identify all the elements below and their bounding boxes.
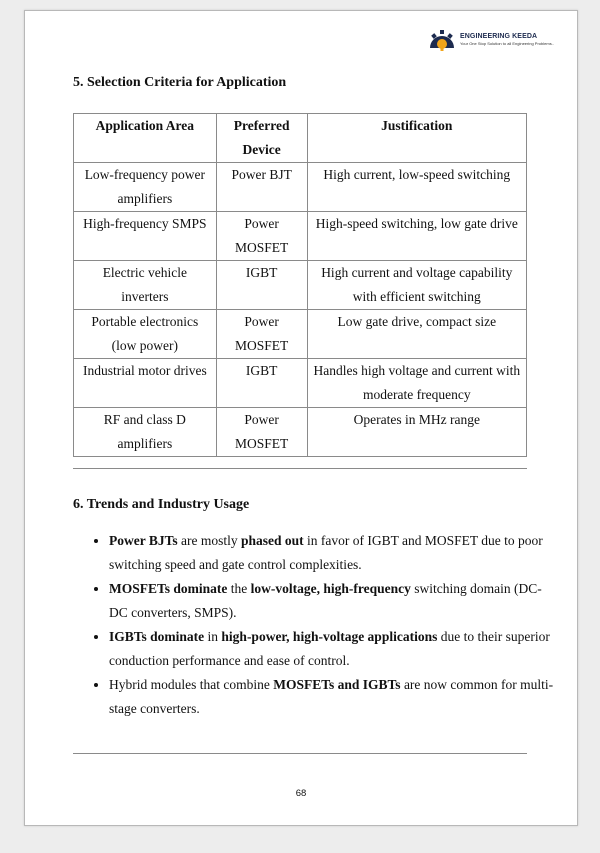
list-item: • Power BJTs are mostly phased out in favor of IGBT and MOSFET due to poor switching speed and gate control complexities. <box>109 529 557 577</box>
header-preferred-device: Preferred Device <box>216 114 307 163</box>
cell-justification: High-speed switching, low gate drive <box>307 212 526 261</box>
cell-application: High-frequency SMPS <box>74 212 217 261</box>
table-header-row <box>74 114 527 163</box>
header-application-area: Application Area <box>74 114 217 163</box>
cell-justification: High current, low-speed switching <box>307 163 526 212</box>
cell-application: Low-frequency power amplifiers <box>74 163 217 212</box>
table-row <box>74 163 527 212</box>
cell-device: Power BJT <box>216 163 307 212</box>
header-justification: Justification <box>307 114 526 163</box>
section-divider <box>73 468 527 469</box>
cell-application: Portable electronics (low power) <box>74 310 217 359</box>
cell-application: RF and class D amplifiers <box>74 408 217 457</box>
section-5-heading: 5. Selection Criteria for Application <box>73 75 287 90</box>
cell-application: Industrial motor drives <box>74 359 217 408</box>
list-item: • Hybrid modules that combine MOSFETs and IGBTs are now common for multi-stage converters. <box>109 673 557 721</box>
list-item: • IGBTs dominate in high-power, high-voltage applications due to their superior conduction performance and ease of control. <box>109 625 557 673</box>
selection-criteria-table <box>73 113 527 457</box>
cell-device: IGBT <box>216 261 307 310</box>
cell-device: IGBT <box>216 359 307 408</box>
gear-icon <box>427 26 457 52</box>
cell-application: Electric vehicle inverters <box>74 261 217 310</box>
page-number: 68 <box>295 788 307 799</box>
cell-justification: Operates in MHz range <box>307 408 526 457</box>
cell-device: Power MOSFET <box>216 408 307 457</box>
document-page <box>24 10 578 826</box>
table-row <box>74 359 527 408</box>
table-row <box>74 212 527 261</box>
cell-justification: High current and voltage capability with efficient switching <box>307 261 526 310</box>
list-item: • MOSFETs dominate the low-voltage, high-frequency switching domain (DC-DC converters, SMPS). <box>109 577 557 625</box>
cell-justification: Low gate drive, compact size <box>307 310 526 359</box>
brand-tagline: Your One Stop Solution to all Engineering Problems.. <box>460 40 554 46</box>
table-row <box>74 261 527 310</box>
brand-logo <box>427 26 554 52</box>
cell-justification: Handles high voltage and current with moderate frequency <box>307 359 526 408</box>
footer-divider <box>73 753 527 754</box>
cell-device: Power MOSFET <box>216 310 307 359</box>
section-6-heading: 6. Trends and Industry Usage <box>73 497 250 512</box>
table-row <box>74 310 527 359</box>
brand-name: ENGINEERING KEEDA <box>460 32 538 40</box>
table-row <box>74 408 527 457</box>
trends-list <box>87 529 557 721</box>
cell-device: Power MOSFET <box>216 212 307 261</box>
